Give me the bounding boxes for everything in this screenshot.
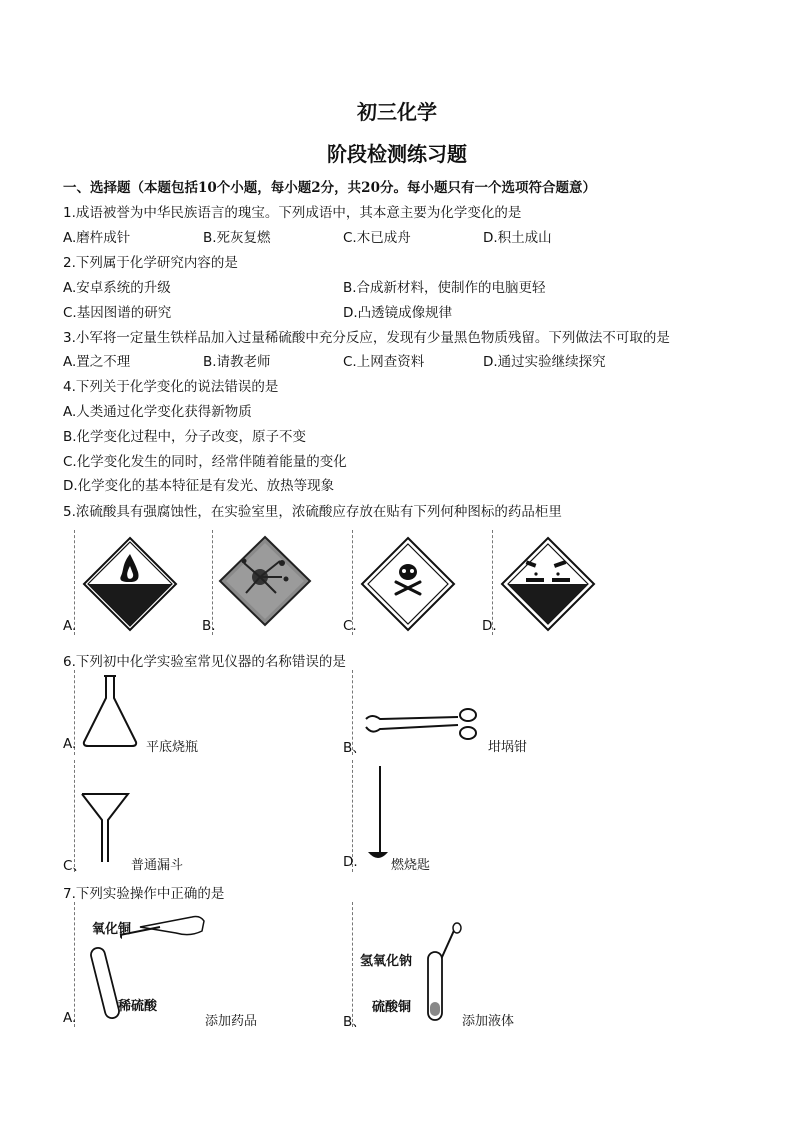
q7-divider-a [74,902,75,1027]
q7-stem: 7.下列实验操作中正确的是 [63,886,225,902]
q7-b-label-naoh: 氢氧化钠 [360,954,413,969]
q7-a-label-cuo: 氧化铜 [92,922,132,937]
section-heading: 一、选择题（本题包括10个小题，每小题2分，共20分。每小题只有一个选项符合题意） [63,180,596,196]
q7-option-b: B、 [343,1014,366,1030]
q2-option-c: C.基因图谱的研究 [63,305,172,321]
q2-option-b: B.合成新材料，使制作的电脑更轻 [343,280,546,296]
q4-option-a: A.人类通过化学变化获得新物质 [63,404,252,420]
q3-option-b: B.请教老师 [203,354,271,370]
q6-option-a: A. [63,736,77,752]
q7-a-label-h2so4: 稀硫酸 [118,999,158,1014]
q2-option-a: A.安卓系统的升级 [63,280,171,296]
q3-stem: 3.小军将一定量生铁样品加入过量稀硫酸中充分反应，发现有少量黑色物质残留。下列做法不可取的是 [63,330,670,346]
q1-option-c: C.木已成舟 [343,230,411,246]
q1-option-a: A.磨杵成针 [63,230,131,246]
q6-option-b: B、 [343,740,366,756]
q6-name-c: 普通漏斗 [131,858,184,873]
q1-option-b: B.死灰复燃 [203,230,271,246]
q1-stem: 1.成语被誉为中华民族语言的瑰宝。下列成语中，其本意主要为化学变化的是 [63,205,522,221]
adding-liquid-illustration [420,922,470,1022]
funnel-icon [80,792,130,864]
flammable-icon [78,532,182,632]
q6-option-d: D. [343,854,358,870]
q4-option-c: C.化学变化发生的同时，经常伴随着能量的变化 [63,454,347,470]
q5-option-c: C. [343,618,357,634]
combustion-spoon-icon [364,764,392,866]
q7-name-b: 添加液体 [462,1014,515,1029]
explosive-icon [216,533,314,629]
q7-option-a: A. [63,1010,77,1026]
q1-option-d: D.积土成山 [483,230,552,246]
q5-option-b: B. [202,618,216,634]
q5-option-a: A. [63,618,77,634]
q6-name-b: 坩埚钳 [488,740,528,755]
q6-name-a: 平底烧瓶 [146,740,199,755]
q6-stem: 6.下列初中化学实验室常见仪器的名称错误的是 [63,654,346,670]
crucible-tongs-icon [362,705,482,745]
q5-stem: 5.浓硫酸具有强腐蚀性，在实验室里，浓硫酸应存放在贴有下列何种图标的药品柜里 [63,504,562,520]
q7-b-label-cuso4: 硫酸铜 [372,1000,412,1015]
q7-name-a: 添加药品 [205,1014,258,1029]
q2-option-d: D.凸透镜成像规律 [343,305,453,321]
toxic-icon [356,532,460,632]
q7-divider-b [352,902,353,1027]
flask-icon [80,672,140,750]
q2-stem: 2.下列属于化学研究内容的是 [63,255,238,271]
q4-stem: 4.下列关于化学变化的说法错误的是 [63,379,279,395]
q6-name-d: 燃烧匙 [391,858,431,873]
page-title: 初三化学 [357,100,437,124]
corrosive-icon [496,532,600,632]
q4-option-b: B.化学变化过程中，分子改变，原子不变 [63,429,307,445]
page-subtitle: 阶段检测练习题 [327,142,467,166]
q3-option-c: C.上网查资料 [343,354,425,370]
q4-option-d: D.化学变化的基本特征是有发光、放热等现象 [63,478,335,494]
q3-option-d: D.通过实验继续探究 [483,354,606,370]
q5-option-d: D. [482,618,497,634]
q6-option-c: C、 [63,858,86,874]
q3-option-a: A.置之不理 [63,354,131,370]
